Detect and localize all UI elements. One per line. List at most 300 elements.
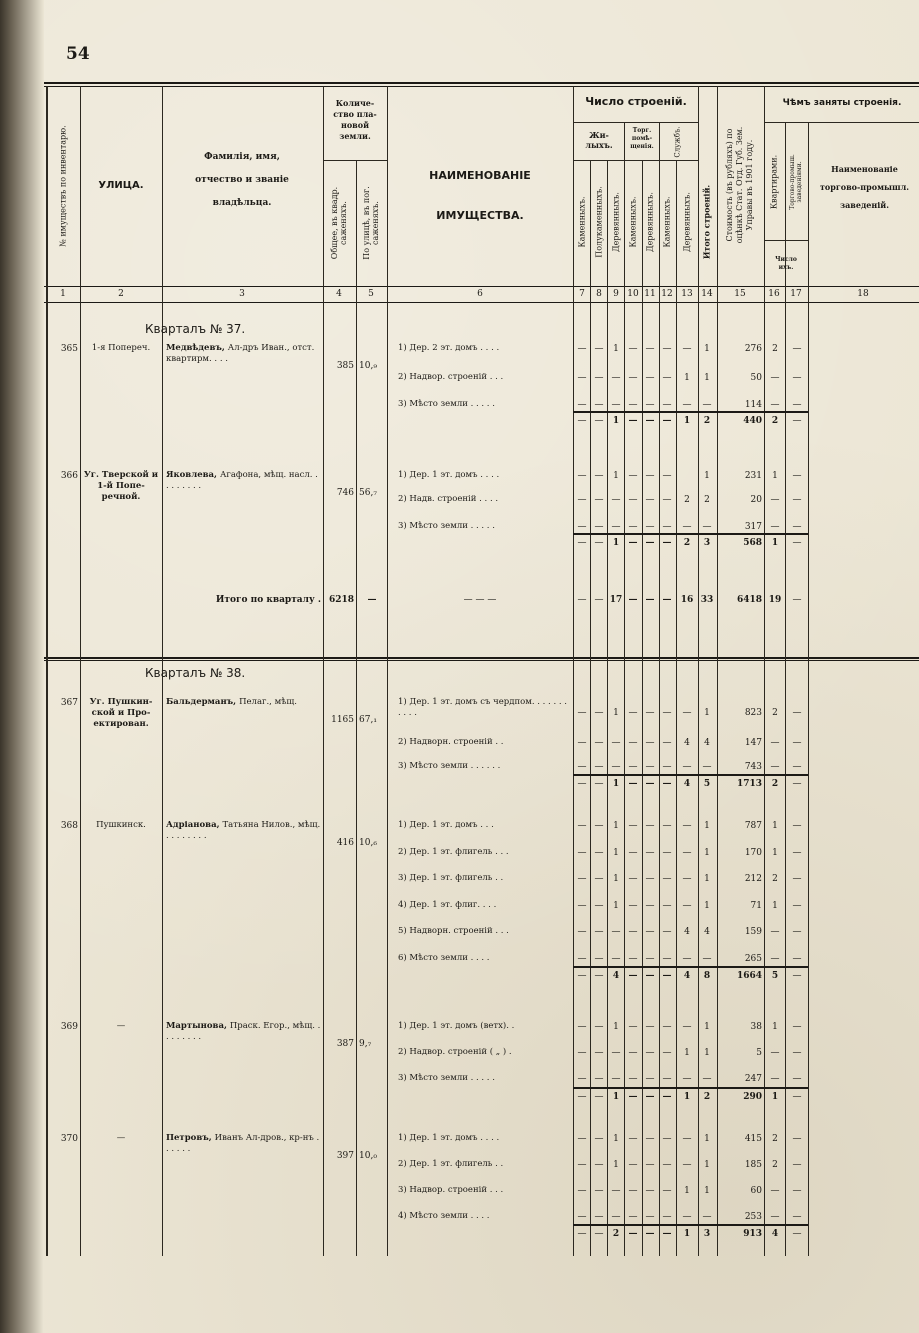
property-owner (166, 697, 321, 708)
cell-count: — (628, 927, 638, 937)
cell-count: — (577, 1160, 587, 1170)
cell-count: — (594, 373, 604, 383)
property-owner (166, 343, 321, 365)
cell-count: — (628, 416, 638, 426)
cell-count: — (594, 1134, 604, 1144)
cell-count: — (577, 471, 587, 481)
cell-apartments: 2 (772, 708, 778, 718)
cell-cost: 38 (750, 1022, 762, 1032)
owner-details: Татьяна Нилов., мѣщ. . . . . . . . . (166, 820, 321, 841)
cell-count: 4 (704, 927, 710, 937)
cell-count: — (628, 762, 638, 772)
cell-count: — (611, 1186, 621, 1196)
cell-count: — (594, 901, 604, 911)
cell-count: — (577, 522, 587, 532)
column-number: 14 (701, 289, 713, 299)
cell-apartments: 2 (771, 416, 779, 426)
cell-count: — (662, 762, 672, 772)
cell-count: — (662, 1229, 672, 1239)
cell-count: — (594, 848, 604, 858)
cell-trade: — (792, 1212, 802, 1222)
cell-count: — (577, 1229, 587, 1239)
cell-count: — (628, 1092, 638, 1102)
cell-count: — (628, 821, 638, 831)
cell-count: — (577, 416, 587, 426)
col1-header: № имуществъ по инвентарю. (58, 125, 68, 247)
cell-count: 1 (683, 1092, 691, 1102)
cell-cost: 20 (750, 495, 762, 505)
cell-trade: — (792, 762, 802, 772)
property-number: 367 (60, 698, 78, 708)
cell-count: — (628, 738, 638, 748)
cell-apartments: 1 (772, 848, 778, 858)
cell-count: — (662, 416, 672, 426)
property-owner (166, 820, 321, 842)
cell-count: — (662, 522, 672, 532)
cell-count: — (594, 1160, 604, 1170)
cell-count: — (645, 848, 655, 858)
cell-count: — (662, 344, 672, 354)
cell-count: — (645, 874, 655, 884)
cell-count: 1 (613, 344, 619, 354)
cell-count: — (594, 821, 604, 831)
cell-count: — (645, 901, 655, 911)
item-name: 6) Мѣсто земли . . . . (398, 953, 490, 963)
item-name: 3) Дер. 1 эт. флигель . . (398, 873, 504, 883)
property-number: 368 (60, 821, 78, 831)
cell-trade: — (792, 874, 802, 884)
property-street: Уг. Пушкинской и Проектирован. (89, 697, 153, 729)
col3-header: Фамилія, имя, отчество и званіе владѣльца. (195, 152, 289, 208)
cell-count: — (594, 708, 604, 718)
cell-trade: — (792, 1229, 802, 1239)
cell-count: — (628, 779, 638, 789)
cell-count: — (577, 762, 587, 772)
cell-count: — (645, 779, 655, 789)
cell-count: — (628, 1134, 638, 1144)
cell-count: — (577, 874, 587, 884)
cell-count: — (594, 538, 604, 548)
cell-count: — (682, 344, 692, 354)
buildings-count-header: Число строеній. (585, 95, 687, 108)
cell-cost: 71 (750, 901, 762, 911)
cell-trade: — (792, 901, 802, 911)
cell-cost: 147 (744, 738, 762, 748)
owner-surname: Яковлева, (166, 470, 220, 480)
cell-count: — (577, 1048, 587, 1058)
cell-trade: — (792, 373, 802, 383)
cell-count: — (645, 344, 655, 354)
cell-count: — (628, 1229, 638, 1239)
frontage: 10,₆ (359, 838, 377, 848)
land-area: 1165 (331, 715, 354, 725)
table-top-rule (44, 82, 919, 84)
land-area: 385 (336, 361, 354, 371)
total-rule (573, 774, 808, 776)
cell-trade: — (792, 1134, 802, 1144)
cell-count: — (594, 1092, 604, 1102)
cell-count: — (662, 954, 672, 964)
cell-count: — (662, 595, 672, 605)
item-name: 2) Дер. 1 эт. флигель . . (398, 1159, 504, 1169)
col15-header: Стоимость (въ рубляхъ) по оцѣнкѣ Стат. Отд. Губ. Зем. Управы въ 1901 году. (725, 126, 754, 244)
cell-cost: 568 (743, 538, 762, 548)
cell-count: — (662, 821, 672, 831)
trade-header: Торг. помѣ- щенія. (630, 127, 654, 150)
cell-count: 3 (703, 538, 711, 548)
cell-count: — (662, 708, 672, 718)
cell-count: — (645, 738, 655, 748)
cell-apartments: 2 (772, 1134, 778, 1144)
cell-count: — (645, 1022, 655, 1032)
cell-trade: — (792, 416, 802, 426)
item-name: 3) Мѣсто земли . . . . . (398, 1073, 495, 1083)
cell-count: — (645, 1092, 655, 1102)
cell-cost: 50 (750, 373, 762, 383)
cell-count: — (611, 400, 621, 410)
column-number: 7 (579, 289, 585, 299)
cell-count: — (645, 373, 655, 383)
cell-count: — (577, 538, 587, 548)
cell-count: — (662, 471, 672, 481)
cell-trade: — (792, 1022, 802, 1032)
cell-count: — (577, 1186, 587, 1196)
cell-count: — (645, 416, 655, 426)
item-name: 1) Дер. 1 эт. домъ съ чердпом. . . . . . . . . . . (398, 697, 567, 718)
cell-count: — (645, 1229, 655, 1239)
cell-count: — (662, 373, 672, 383)
cell-cost: 5 (756, 1048, 762, 1058)
cell-count: — (628, 848, 638, 858)
item-name: 3) Мѣсто земли . . . . . (398, 399, 495, 409)
cell-count: — (611, 927, 621, 937)
occupied-header: Чѣмъ заняты строенія. (782, 98, 902, 108)
cell-count: — (611, 1074, 621, 1084)
col9-header: Деревянныхъ. (611, 192, 621, 252)
cell-count: — (662, 779, 672, 789)
column-number: 16 (768, 289, 780, 299)
cell-count: — (628, 1074, 638, 1084)
cell-apartments: — (770, 400, 780, 410)
cell-count: — (645, 522, 655, 532)
cell-cost: 823 (744, 708, 762, 718)
cell-count: — (645, 821, 655, 831)
cell-count: 8 (703, 971, 711, 981)
column-number: 9 (613, 289, 619, 299)
cell-count: 1 (704, 821, 710, 831)
col16-header: Квартирами. (769, 154, 779, 210)
cell-count: — (594, 1022, 604, 1032)
column-number: 6 (477, 289, 483, 299)
property-number: 369 (60, 1022, 78, 1032)
cell-count: 1 (704, 708, 710, 718)
cell-count: 3 (703, 1229, 711, 1239)
cell-count: — (594, 344, 604, 354)
owner-details: Пелаг., мѣщ. (239, 697, 297, 707)
cell-count: — (577, 495, 587, 505)
cell-count: — (611, 738, 621, 748)
cell-trade: — (792, 971, 802, 981)
cell-count: — (594, 595, 604, 605)
cell-count: — (577, 400, 587, 410)
item-name: 2) Надвор. строеній . . . (398, 372, 504, 382)
property-street: — (116, 1133, 126, 1143)
cell-count: — (594, 471, 604, 481)
cell-count: 1 (684, 1186, 690, 1196)
cell-count: — (628, 901, 638, 911)
cell-count: — (577, 1134, 587, 1144)
cell-count: — (611, 1048, 621, 1058)
cell-count: — (682, 1134, 692, 1144)
cell-count: — (611, 373, 621, 383)
cell-cost: 743 (744, 762, 762, 772)
col6-header: НАИМЕНОВАНІЕ ИМУЩЕСТВА. (429, 169, 531, 222)
cell-count: — (662, 927, 672, 937)
cell-count: — (702, 400, 712, 410)
cell-count: 1 (613, 848, 619, 858)
cell-count: — (628, 874, 638, 884)
column-number: 17 (790, 289, 802, 299)
cell-count: — (577, 708, 587, 718)
cell-count: — (594, 522, 604, 532)
cell-trade: — (792, 927, 802, 937)
cell-trade: — (792, 708, 802, 718)
cell-count: 4 (683, 779, 691, 789)
cell-count: — (577, 848, 587, 858)
cell-cost: 185 (744, 1160, 762, 1170)
col14-header: Итого строеній. (701, 184, 712, 260)
cell-count: — (577, 1022, 587, 1032)
cell-count: 1 (612, 1092, 620, 1102)
cell-count: — (645, 762, 655, 772)
cell-count: 4 (684, 927, 690, 937)
cell-count: — (662, 901, 672, 911)
column-number: 1 (60, 289, 66, 299)
cell-count: — (594, 971, 604, 981)
cell-count: — (594, 416, 604, 426)
quarter-separator (44, 657, 919, 659)
cell-cost: 415 (744, 1134, 762, 1144)
property-street: — (116, 1021, 126, 1031)
cell-trade: — (792, 344, 802, 354)
col8-header: Полукаменныхъ. (594, 186, 604, 258)
total-rule (573, 966, 808, 968)
cell-count: — (682, 1212, 692, 1222)
cell-count: — (682, 400, 692, 410)
cell-count: 4 (683, 971, 691, 981)
land-area: 416 (336, 838, 354, 848)
cell-count: — (662, 495, 672, 505)
property-owner (166, 1133, 321, 1155)
cell-count: — (594, 874, 604, 884)
column-number: 8 (596, 289, 602, 299)
column-number: 11 (644, 289, 656, 299)
cell-count: — (628, 344, 638, 354)
cell-cost: 231 (744, 471, 762, 481)
cell-count: — (628, 1186, 638, 1196)
cell-count: — (682, 708, 692, 718)
cell-count: — (577, 344, 587, 354)
cell-count: — (628, 400, 638, 410)
cell-count: — (662, 1186, 672, 1196)
page-number: 54 (66, 44, 90, 64)
cell-count: — (645, 1160, 655, 1170)
cell-cost: 6418 (736, 595, 762, 605)
cell-apartments: — (770, 373, 780, 383)
cell-count: 1 (683, 416, 691, 426)
owner-details: Праск. Егор., мѣщ. . . . . . . . . (166, 1021, 321, 1042)
cell-trade: — (792, 954, 802, 964)
cell-count: 33 (700, 595, 714, 605)
cell-trade: — (792, 821, 802, 831)
cell-count: — (645, 1134, 655, 1144)
cell-count: — (645, 708, 655, 718)
cell-cost: 159 (744, 927, 762, 937)
cell-count: — (662, 874, 672, 884)
cell-count: — (577, 901, 587, 911)
col7-header: Каменныхъ. (577, 196, 587, 248)
cell-count: — (662, 1160, 672, 1170)
cell-trade: — (792, 595, 802, 605)
cell-count: 1 (704, 1160, 710, 1170)
cell-count: — (662, 971, 672, 981)
cell-count: — (577, 1074, 587, 1084)
item-name: 3) Мѣсто земли . . . . . (398, 521, 495, 531)
cell-count: 1 (684, 373, 690, 383)
quarter-title: Кварталъ № 38. (145, 666, 246, 680)
cell-count: — (645, 495, 655, 505)
cell-apartments: — (770, 522, 780, 532)
cell-apartments: 1 (772, 471, 778, 481)
item-name: 1) Дер. 1 эт. домъ . . . . (398, 1133, 500, 1143)
cell-count: — (594, 762, 604, 772)
dwelling-header: Жи- лыхъ. (585, 130, 613, 150)
cell-cost: 317 (744, 522, 762, 532)
cell-count: — (628, 1160, 638, 1170)
total-rule (573, 1224, 808, 1226)
cell-count: — (662, 1134, 672, 1144)
item-name: 1) Дер. 1 эт. домъ . . . (398, 820, 494, 830)
column-number: 12 (661, 289, 673, 299)
item-name: 3) Мѣсто земли . . . . . . (398, 761, 501, 771)
col4-5-header: Количе- ство пла- новой земли. (333, 98, 377, 141)
cell-count: — (577, 373, 587, 383)
frontage: 10,₉ (359, 361, 377, 371)
property-street: Пушкинск. (96, 820, 146, 830)
cell-count: — (594, 1186, 604, 1196)
cell-count: — (577, 927, 587, 937)
cell-count: — (594, 400, 604, 410)
quarter-total-frontage: — (367, 595, 377, 605)
cell-apartments: 4 (771, 1229, 779, 1239)
cell-trade: — (792, 738, 802, 748)
cell-count: — (645, 1212, 655, 1222)
cell-trade: — (792, 538, 802, 548)
property-number: 370 (60, 1134, 78, 1144)
cell-count: — (662, 1074, 672, 1084)
frontage: 67,₁ (359, 715, 377, 725)
cell-cost: 265 (744, 954, 762, 964)
cell-cost: 212 (744, 874, 762, 884)
cell-count: — (628, 1048, 638, 1058)
cell-trade: — (792, 1048, 802, 1058)
cell-count: 1 (613, 471, 619, 481)
cell-trade: — (792, 1160, 802, 1170)
cell-count: — (611, 954, 621, 964)
cell-apartments: 2 (772, 874, 778, 884)
cell-count: — (682, 901, 692, 911)
total-rule (573, 533, 808, 535)
cell-cost: 913 (743, 1229, 762, 1239)
cell-count: — (628, 522, 638, 532)
cell-count: — (662, 848, 672, 858)
cell-count: — (645, 971, 655, 981)
quarter-title: Кварталъ № 37. (145, 322, 246, 336)
cell-apartments: — (770, 1048, 780, 1058)
cell-cost: 170 (744, 848, 762, 858)
col12-header: Каменныхъ. (662, 196, 672, 248)
cell-count: — (628, 1212, 638, 1222)
cell-count: 1 (612, 416, 620, 426)
cell-count: — (682, 1074, 692, 1084)
cell-count: 2 (684, 495, 690, 505)
total-rule (573, 411, 808, 413)
cell-trade: — (792, 471, 802, 481)
cell-apartments: 19 (768, 595, 782, 605)
cell-trade: — (792, 779, 802, 789)
cell-trade: — (792, 522, 802, 532)
cell-count: 1 (704, 874, 710, 884)
scan-shadow (0, 0, 44, 1333)
owner-surname: Медвѣдевъ, (166, 343, 228, 353)
cell-apartments: — (770, 738, 780, 748)
owner-surname: Бальдерманъ, (166, 697, 240, 707)
cell-trade: — (792, 1074, 802, 1084)
land-area: 387 (336, 1039, 354, 1049)
item-name: 2) Надворн. строеній . . (398, 737, 504, 747)
cell-count: — (628, 471, 638, 481)
column-number: 13 (681, 289, 693, 299)
cell-apartments: 1 (771, 1092, 779, 1102)
owner-surname: Петровъ, (166, 1133, 215, 1143)
item-name: 5) Надворн. строеній . . . (398, 926, 509, 936)
cell-cost: 1713 (736, 779, 762, 789)
cell-apartments: — (770, 1212, 780, 1222)
cell-apartments: 1 (771, 538, 779, 548)
cell-cost: 787 (744, 821, 762, 831)
cell-count: — (645, 1186, 655, 1196)
cell-apartments: — (770, 762, 780, 772)
column-number: 10 (627, 289, 639, 299)
quarter-total-area: 6218 (328, 595, 354, 605)
cell-count: — (628, 373, 638, 383)
cell-count: 1 (613, 1022, 619, 1032)
cell-count: — (611, 762, 621, 772)
cell-count: — (682, 762, 692, 772)
cell-count: — (682, 874, 692, 884)
cell-count: — (577, 821, 587, 831)
cell-count: — (702, 954, 712, 964)
col4-header: Общее, въ квадр. саженяхъ. (330, 186, 348, 260)
cell-count: — (628, 538, 638, 548)
cell-count: 1 (704, 1186, 710, 1196)
column-number: 18 (857, 289, 869, 299)
cell-cost: 290 (743, 1092, 762, 1102)
cell-count: — (662, 738, 672, 748)
cell-count: 2 (704, 495, 710, 505)
cell-count: — (682, 1022, 692, 1032)
item-name: 1) Дер. 1 эт. домъ (ветх). . (398, 1021, 515, 1031)
